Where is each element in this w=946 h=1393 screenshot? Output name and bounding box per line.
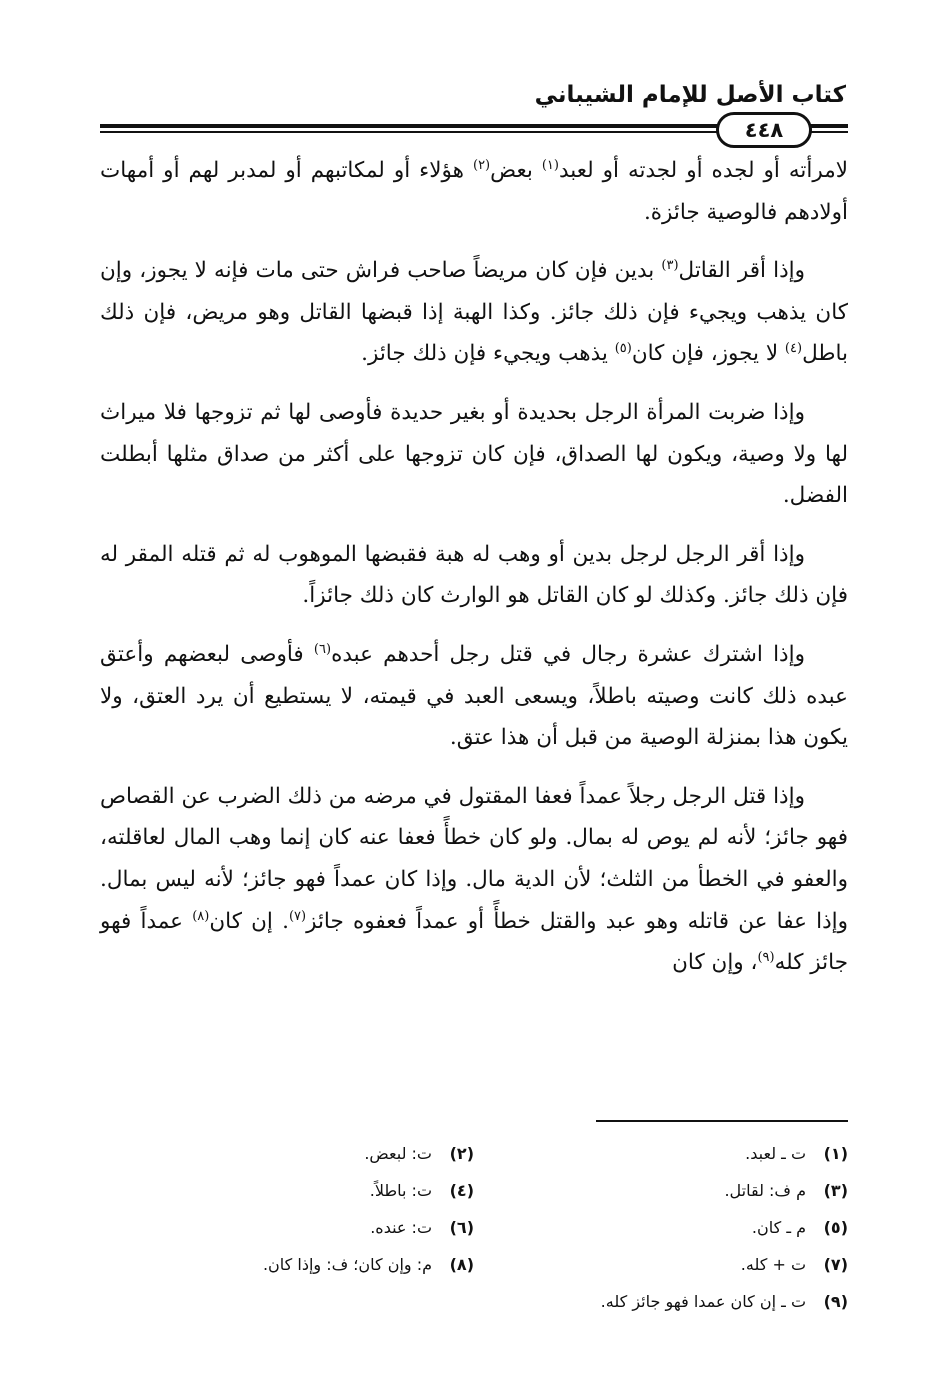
- footnote-row: [100, 1209, 848, 1246]
- running-title: كتاب الأصل للإمام الشيباني: [534, 82, 846, 108]
- paragraph-2: وإذا أقر القاتل$^{(٣)}$ بدين فإن كان مريضاً صاحب فراش حتى مات فإنه لا يجوز، وإن كان يذهب ويجيء فإن ذلك جائز. وكذا الهبة إذا قبضها القاتل وهو مريض، فإن ذلك باطل$^{(٤)}$ لا يجوز، فإن كان$^{(٥)}$ يذهب ويجيء فإن ذلك جائز.: [100, 258, 848, 367]
- footnote-marker: (٩): [757, 950, 775, 966]
- footnote-1: (١)ت ـ لعبد.: [745, 1144, 848, 1163]
- footnote-5: (٥)م ـ كان.: [751, 1218, 848, 1237]
- footnote-3: (٣)م ف: لقاتل.: [724, 1181, 848, 1200]
- paragraph-6: وإذا قتل الرجل رجلاً عمداً فعفا المقتول في مرضه من ذلك الضرب عن القصاص فهو جائز؛ لأنه لم يوص له بمال. ولو كان خطأً فعفا عنه كان إنما وهب المال لعاقلته، والعفو في الخطأ من الثلث؛ لأن الدية مال. وإذا كان عمداً فهو جائز؛ لأنه ليس بمال. وإذا عفا عن قاتله وهو عبد والقتل خطأً أو عمداً فعفوه جائز$^{(٧)}$. إن كان$^{(٨)}$ عمداً فهو جائز كله$^{(٩)}$، وإن كان: [100, 783, 849, 976]
- footnote-6: (٦)ت: عنده.: [370, 1218, 474, 1237]
- paragraph-5: وإذا اشترك عشرة رجال في قتل رجل أحدهم عبده$^{(٦)}$ فأوصى لبعضهم وأعتق عبده ذلك كانت وصيته باطلاً، ويسعى العبد في قيمته، لا يستطيع أن يرد العتق، ولا يكون هذا بمنزلة الوصية من قبل أن هذا عتق.: [100, 641, 848, 751]
- paragraph-1: لامرأته أو لجده أو لجدته أو لعبد$^{(١)}$ بعض$^{(٢)}$ هؤلاء أو لمكاتبهم أو لمدبر لهم أو أمهات أولادهم فالوصية جائزة.: [100, 158, 848, 225]
- footnote-row: [100, 1135, 848, 1172]
- footnote-9: (٩)ت ـ إن كان عمدا فهو جائز كله.: [600, 1292, 848, 1311]
- footnote-8: (٨)م: وإن كان؛ ف: وإذا كان.: [262, 1255, 474, 1274]
- footnote-row: [100, 1246, 848, 1283]
- page-number: ٤٤٨: [716, 112, 812, 148]
- footnote-marker: (٦): [313, 641, 332, 657]
- footnote-marker: (٧): [288, 908, 307, 924]
- footnote-2: (٢)ت: لبعض.: [364, 1144, 474, 1163]
- footnote-separator: [596, 1120, 848, 1122]
- footnote-7: (٧)ت + كله.: [740, 1255, 848, 1274]
- footnote-marker: (٣): [661, 258, 679, 274]
- paragraph-4: وإذا أقر الرجل لرجل بدين أو وهب له هبة فقبضها الموهوب له ثم قتله المقر له فإن ذلك جائز. وكذلك لو كان القاتل هو الوارث كان ذلك جائزاً.: [100, 541, 848, 609]
- footnote-row: [100, 1283, 848, 1320]
- paragraph-3: وإذا ضربت المرأة الرجل بحديدة أو بغير حديدة فأوصى لها ثم تزوجها فلا ميراث لها ولا وصية، ويكون لها الصداق، فإن كان تزوجها على أكثر من صداق مثلها أبطلت الفضل.: [100, 399, 848, 509]
- footnote-marker: (٥): [614, 341, 632, 357]
- footnote-marker: (٤): [784, 341, 803, 357]
- footnote-marker: (٢): [472, 158, 491, 173]
- main-text: [100, 150, 848, 1001]
- footnote-marker: (١): [541, 158, 559, 173]
- footnote-marker: (٨): [192, 908, 210, 924]
- footnote-4: (٤)ت: باطلاً.: [369, 1181, 474, 1200]
- footnotes: [100, 1135, 848, 1320]
- footnote-row: [100, 1172, 848, 1209]
